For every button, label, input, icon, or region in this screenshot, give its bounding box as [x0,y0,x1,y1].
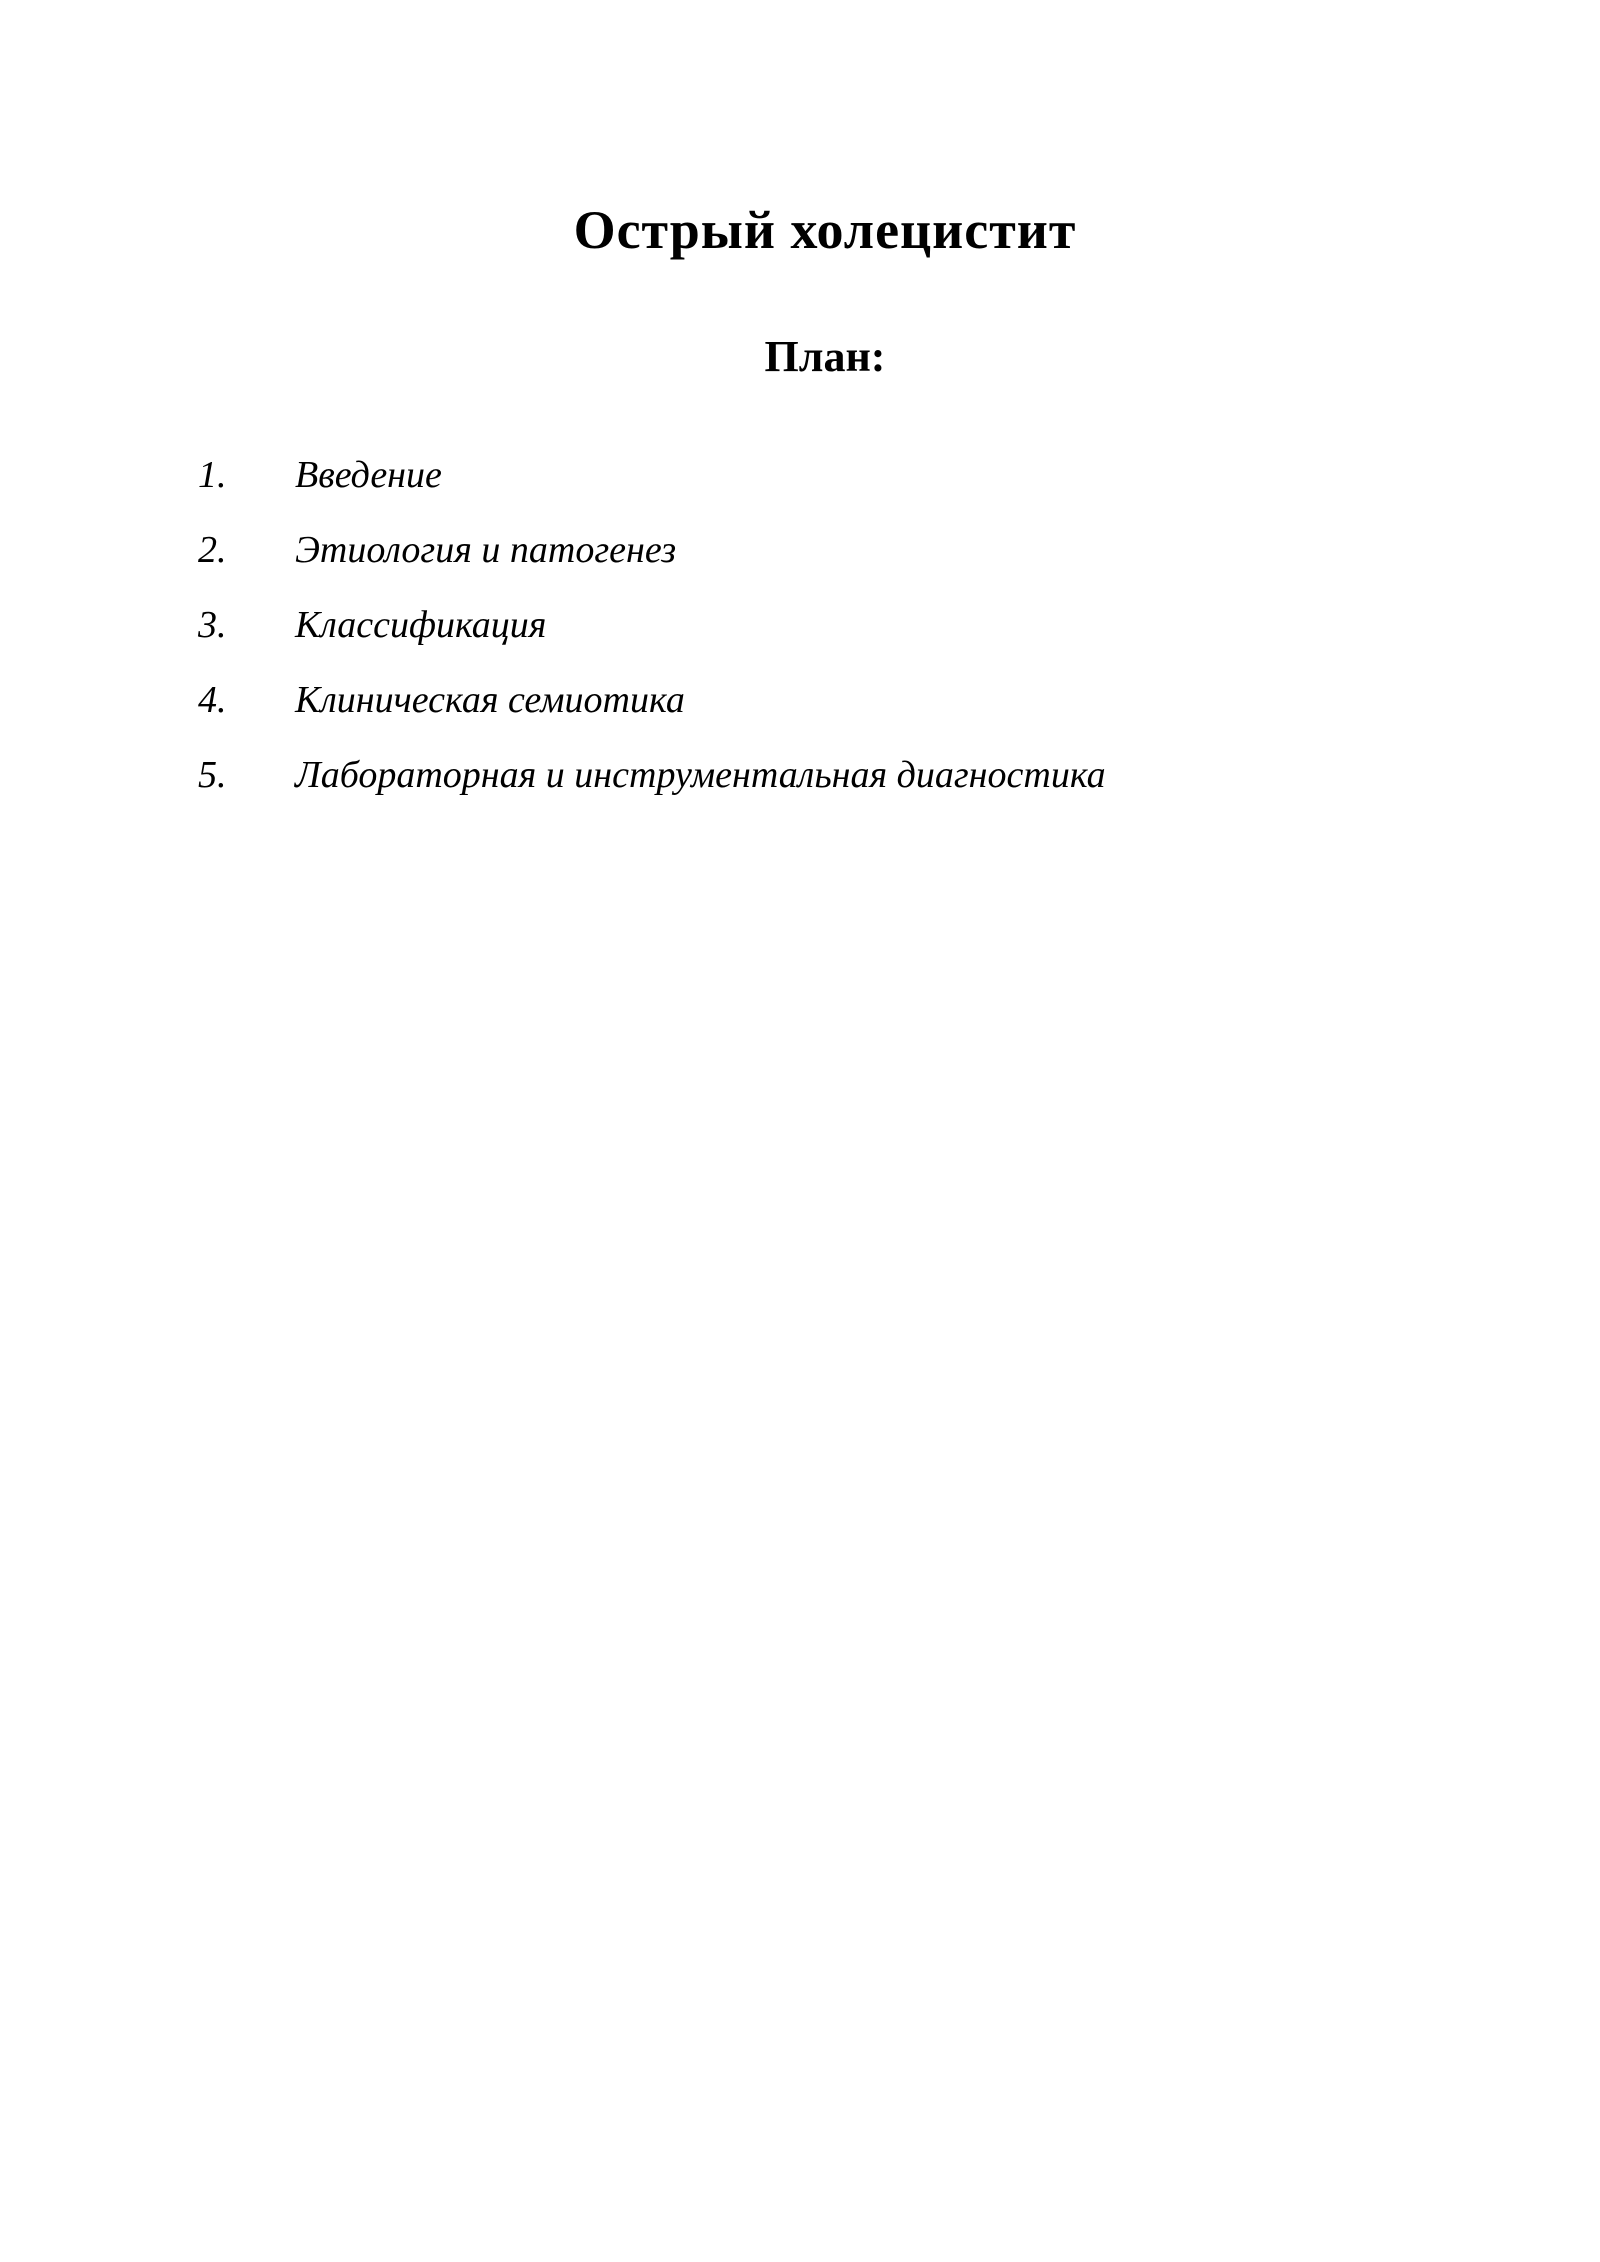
plan-item-etiology [198,523,1106,598]
plan-item-classification [198,598,1106,673]
plan-item-number: 4. [198,679,227,721]
plan-list [198,448,1106,823]
plan-item-text: Классификация [295,604,547,646]
plan-item-introduction [198,448,1106,523]
plan-item-text: Введение [295,454,442,496]
plan-item-number: 1. [198,454,227,496]
plan-item-text: Клиническая семиотика [295,679,685,721]
plan-item-number: 2. [198,529,227,571]
plan-item-text: Этиология и патогенез [295,529,677,571]
plan-item-number: 5. [198,754,227,796]
plan-item-text: Лабораторная и инструментальная диагностика [295,754,1106,796]
page-title: Острый холецистит [573,200,1077,260]
plan-item-clinical-semiotics [198,673,1106,748]
plan-heading: План: [764,332,886,381]
plan-item-diagnostics [198,748,1106,823]
plan-item-number: 3. [198,604,227,646]
